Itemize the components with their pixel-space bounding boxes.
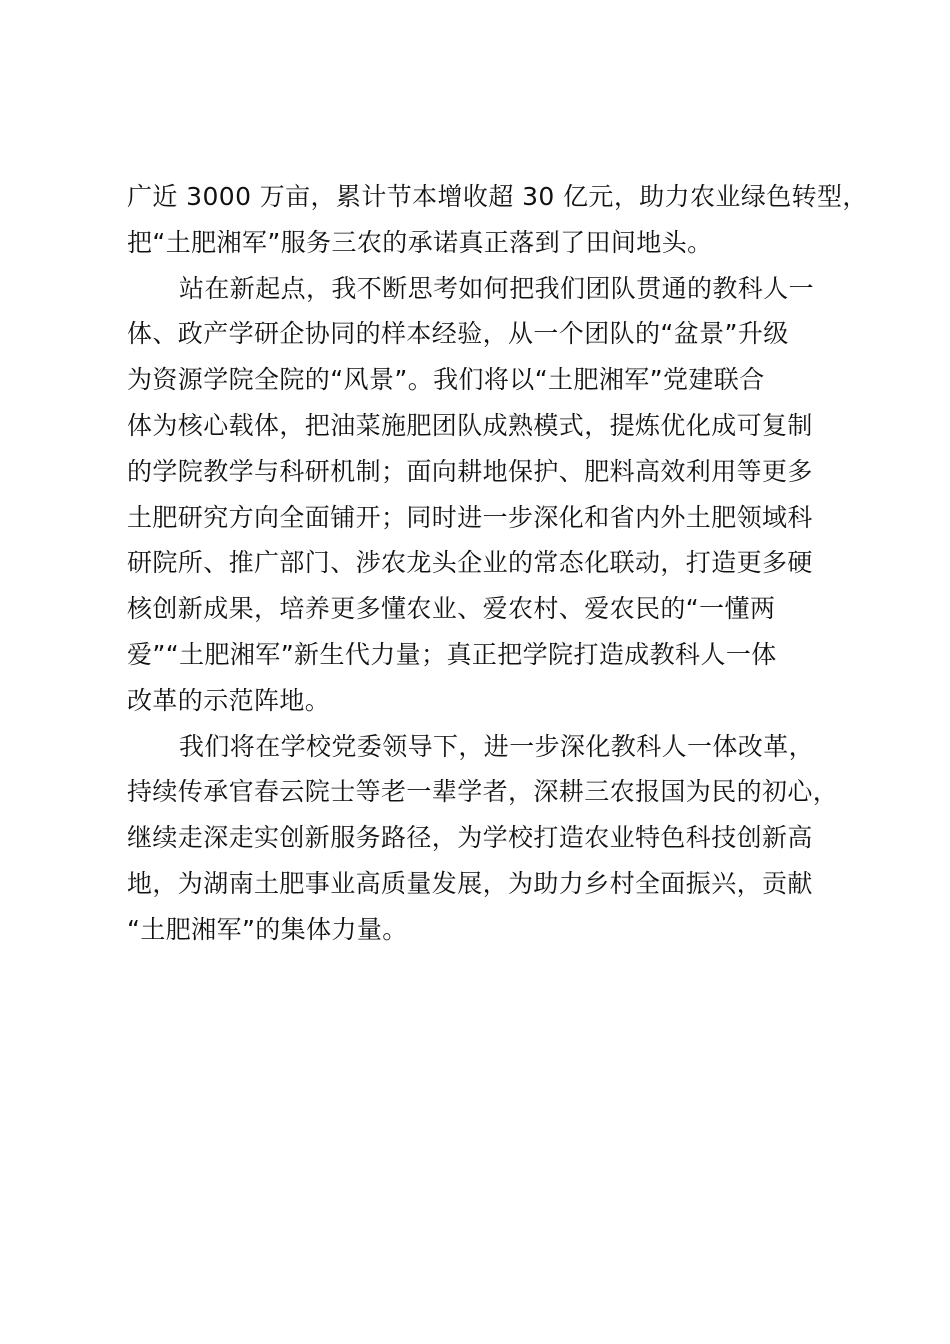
- paragraph-3-line-3: 继续走深走实创新服务路径，为学校打造农业特色科技创新高: [127, 823, 813, 853]
- paragraph-2: [127, 266, 867, 724]
- paragraph-3-line-5: “土肥湘军”的集体力量。: [127, 914, 408, 944]
- paragraph-3-line-4: 地，为湖南土肥事业高质量发展，为助力乡村全面振兴，贡献: [127, 868, 813, 898]
- paragraph-2-line-5: 的学院教学与科研机制；面向耕地保护、肥料高效利用等更多: [127, 456, 813, 486]
- paragraph-2-line-8: 核创新成果，培养更多懂农业、爱农村、爱农民的“一懂两: [127, 594, 776, 624]
- paragraph-1: [127, 174, 867, 266]
- paragraph-1-line-2: 把“土肥湘军”服务三农的承诺真正落到了田间地头。: [127, 227, 713, 257]
- paragraph-2-line-1: 站在新起点，我不断思考如何把我们团队贯通的教科人一: [179, 273, 815, 303]
- paragraph-3-line-2: 持续传承官春云院士等老一辈学者，深耕三农报国为民的初心，: [127, 777, 839, 807]
- paragraph-2-line-3: 为资源学院全院的“风景”。我们将以“土肥湘军”党建联合: [127, 365, 765, 395]
- paragraph-2-line-4: 体为核心载体，把油菜施肥团队成熟模式，提炼优化成可复制: [127, 410, 813, 440]
- paragraph-3: [127, 724, 867, 953]
- paragraph-2-line-10: 改革的示范阵地。: [127, 685, 331, 715]
- paragraph-2-line-2: 体、政产学研企协同的样本经验，从一个团队的“盆景”升级: [127, 319, 789, 349]
- paragraph-3-line-1: 我们将在学校党委领导下，进一步深化教科人一体改革，: [179, 731, 815, 761]
- paragraph-2-line-6: 土肥研究方向全面铺开；同时进一步深化和省内外土肥领域科: [127, 502, 813, 532]
- paragraph-2-line-9: 爱”“土肥湘军”新生代力量；真正把学院打造成教科人一体: [127, 639, 777, 669]
- paragraph-1-line-1: 广近 3000 万亩，累计节本增收超 30 亿元，助力农业绿色转型，: [127, 182, 868, 211]
- document-body: [127, 174, 867, 953]
- paragraph-2-line-7: 研院所、推广部门、涉农龙头企业的常态化联动，打造更多硬: [127, 548, 813, 578]
